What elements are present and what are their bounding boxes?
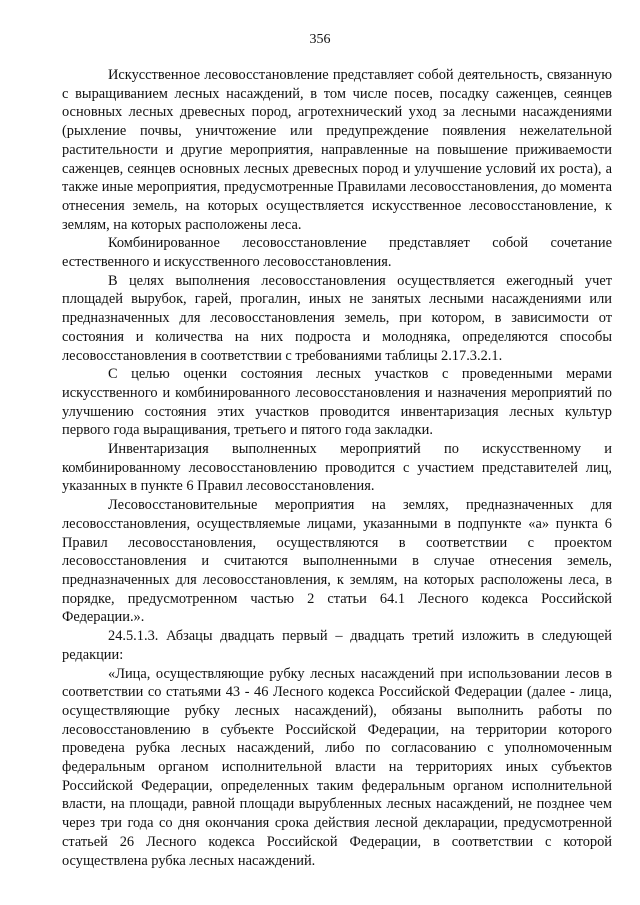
- paragraph-reforestation-measures: Лесовосстановительные мероприятия на землях, предназначенных для лесовосстановления, осуществляемые лицами, указанными в подпункте «а» пункта 6 Правил лесовосстановления, осуществляются в соответствии с проектом лесовосстановления и считаются выполненными в случае отнесения земель, предназначенных для лесовосстановления, к землям, на которых расположены леса, в порядке, предусмотренном частью 2 статьи 64.1 Лесного кодекса Российской Федерации.».: [62, 497, 612, 626]
- paragraph-logging-obligations: «Лица, осуществляющие рубку лесных насаждений при использовании лесов в соответствии со статьями 43 - 46 Лесного кодекса Российской Федерации (далее - лица, осуществляющие рубку лесных насаждений), обязаны выполнить работы по лесовосстановлению в субъекте Российской Федерации, на территории которого проведена рубка лесных насаждений, либо по согласованию с уполномоченным федеральным органом исполнительной власти на территориях иных субъектов Российской Федерации, определенных таким федеральным органом исполнительной власти, на площади, равной площади вырубленных лесных насаждений, не позднее чем через три года со дня окончания срока действия лесной декларации, предусмотренной статьей 26 Лесного кодекса Российской Федерации, в соответствии с которой осуществлена рубка лесных насаждений.: [62, 665, 612, 869]
- paragraph-combined-reforestation: Комбинированное лесовосстановление представляет собой сочетание естественного и искусственного лесовосстановления.: [62, 235, 612, 271]
- page-number: 356: [309, 32, 331, 47]
- document-body: [62, 66, 612, 870]
- paragraph-inventory-participation: Инвентаризация выполненных мероприятий по искусственному и комбинированному лесовосстановлению проводится с участием представителей лиц, указанных в пункте 6 Правил лесовосстановления.: [62, 441, 612, 495]
- paragraph-annual-accounting: В целях выполнения лесовосстановления осуществляется ежегодный учет площадей вырубок, гарей, прогалин, иных не занятых лесными насаждениями или предназначенных для лесовосстановления земель, при котором, в зависимости от состояния и количества на них подроста и молодняка, определяются способы лесовосстановления в соответствии с требованиями таблицы 2.17.3.2.1.: [62, 272, 612, 364]
- paragraph-assessment-inventory: С целью оценки состояния лесных участков с проведенными мерами искусственного и комбинированного лесовосстановления и назначения мероприятий по улучшению состояния этих участков проводится инвентаризация лесных культур первого года выращивания, третьего и пятого года закладки.: [62, 366, 612, 439]
- paragraph-amendment-clause: 24.5.1.3. Абзацы двадцать первый – двадцать третий изложить в следующей редакции:: [62, 628, 612, 663]
- paragraph-artificial-reforestation: Искусственное лесовосстановление представляет собой деятельность, связанную с выращиванием лесных насаждений, в том числе посев, посадку саженцев, сеянцев основных лесных древесных пород, агротехнический уход за лесными насаждениями (рыхление почвы, уничтожение или предупреждение появления нежелательной растительности и другие мероприятия, направленные на повышение приживаемости саженцев, сеянцев основных лесных древесных пород и улучшение условий их роста), а также иные мероприятия, предусмотренные Правилами лесовосстановления, до момента отнесения земель, на которых осуществляется искусственное лесовосстановление, к землям, на которых расположены леса.: [62, 67, 612, 233]
